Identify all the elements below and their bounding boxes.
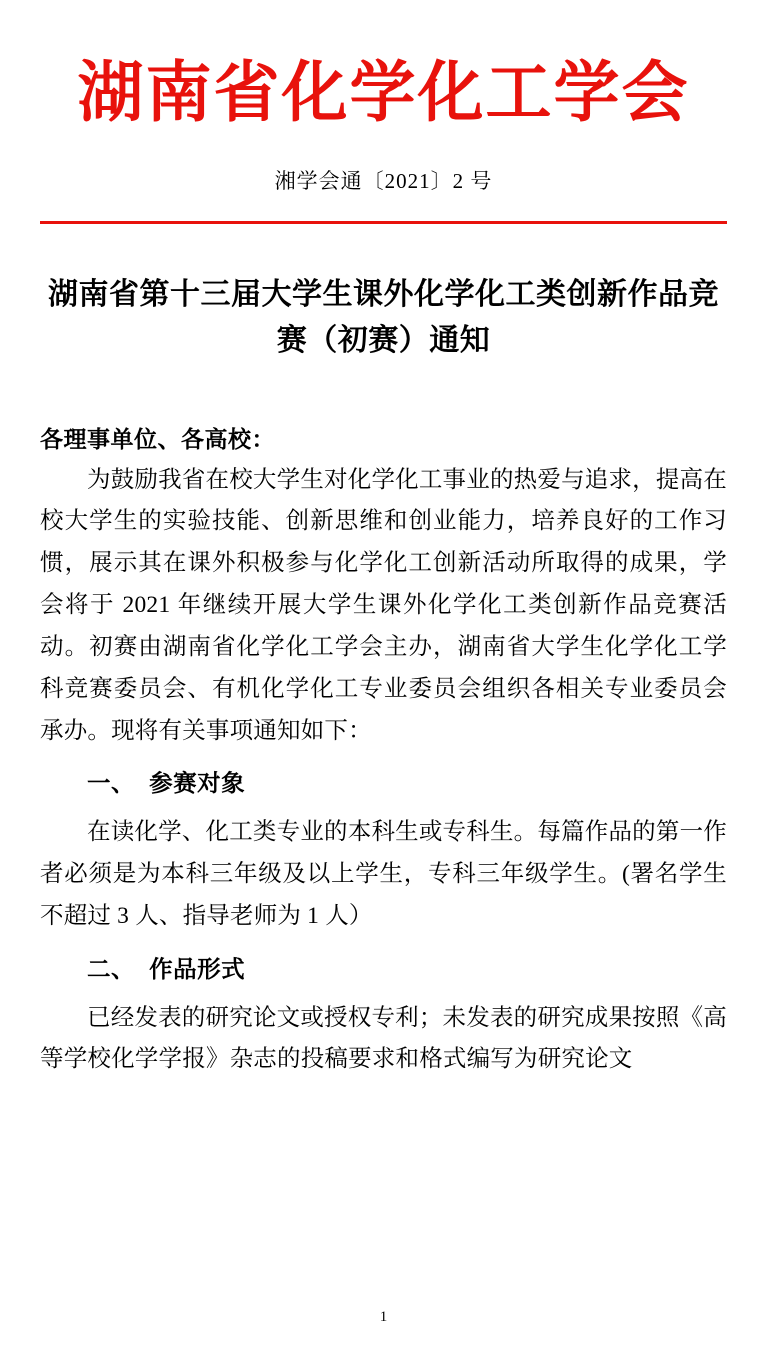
letterhead-divider — [40, 221, 727, 224]
section-title-2: 作品形式 — [149, 956, 246, 983]
section-body-2: 已经发表的研究论文或授权专利；未发表的研究成果按照《高等学校化学学报》杂志的投稿要求和格式编写为研究论文 — [40, 1004, 727, 1073]
document-number: 湘学会通〔2021〕2 号 — [274, 168, 493, 193]
section-body-1: 在读化学、化工类专业的本科生或专科生。每篇作品的第一作者必须是为本科三年级及以上学生，专科三年级学生。(署名学生不超过 3 人、指导老师为 1 人） — [40, 819, 727, 929]
section-title-1: 参赛对象 — [149, 771, 246, 798]
page-title: 湖南省第十三届大学生课外化学化工类创新作品竞赛（初赛）通知 — [48, 277, 719, 358]
section-number-1: 一、 — [87, 771, 135, 798]
document-page — [0, 58, 767, 1348]
section-number-2: 二、 — [87, 956, 135, 983]
body-paragraph: 为鼓励我省在校大学生对化学化工事业的热爱与追求，提高在校大学生的实验技能、创新思维和创业能力，培养良好的工作习惯，展示其在课外积极参与化学化工创新活动所取得的成果，学会将于 2021 年继续开展大学生课外化学化工类创新作品竞赛活动。初赛由湖南省化学化工学会主办，湖南省大学生化学化工学科竞赛委员会、有机化学化工专业委员会组织各相关专业委员会承办。现将有关事项通知如下： — [40, 466, 727, 744]
section-heading-2 — [40, 950, 727, 992]
letterhead-organization: 湖南省化学化工学会 — [77, 57, 690, 130]
page-number: 1 — [379, 1309, 388, 1325]
section-heading-1 — [40, 764, 727, 806]
salutation: 各理事单位、各高校： — [40, 426, 275, 452]
